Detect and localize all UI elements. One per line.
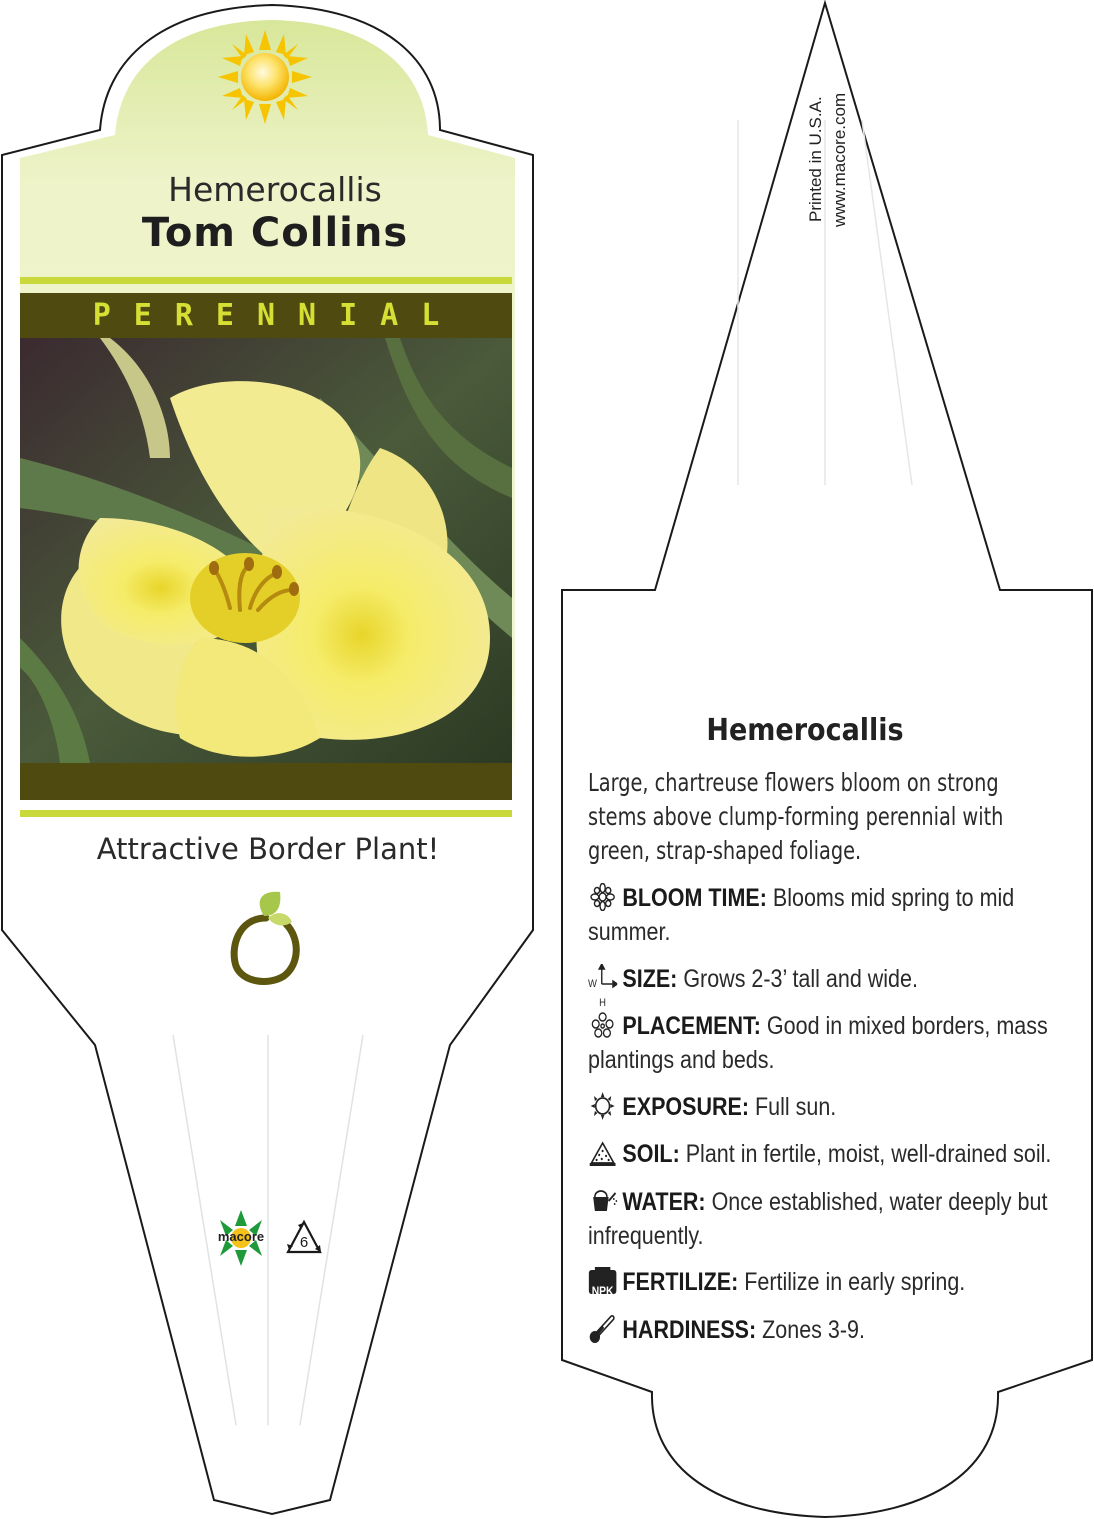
placement-label: PLACEMENT: xyxy=(622,1012,761,1040)
photo-bottom-band xyxy=(20,763,512,800)
care-item-bloom-time xyxy=(588,881,1059,949)
printed-in-text: Printed in U.S.A. xyxy=(806,96,825,222)
placement-text: Good in mixed borders, mass plantings and beds. xyxy=(588,1012,1048,1074)
soil-text: Plant in fertile, moist, well-drained soil. xyxy=(679,1140,1052,1168)
exposure-label: EXPOSURE: xyxy=(622,1093,750,1121)
fertilize-text: Fertilize in early spring. xyxy=(738,1268,966,1296)
website-text: www.macore.com xyxy=(830,92,849,227)
care-item-water xyxy=(588,1185,1059,1253)
back-heading: Hemerocallis xyxy=(706,713,904,748)
seedling-logo-icon xyxy=(228,888,304,986)
fertilize-label: FERTILIZE: xyxy=(622,1268,739,1296)
soil-icon xyxy=(588,1139,617,1167)
bloom-time-text: Blooms mid spring to mid summer. xyxy=(588,884,1015,946)
macore-logo-icon xyxy=(206,1208,276,1268)
flower-photo xyxy=(20,338,512,763)
care-item-placement xyxy=(588,1009,1059,1077)
sun-outline-icon xyxy=(588,1092,617,1120)
hardiness-label: HARDINESS: xyxy=(622,1316,757,1344)
placement-icon xyxy=(588,1011,617,1039)
size-label: SIZE: xyxy=(622,965,678,993)
water-text: Once established, water deeply but infrequently. xyxy=(588,1188,1048,1250)
exposure-text: Full sun. xyxy=(749,1093,837,1121)
tagline: Attractive Border Plant! xyxy=(96,832,440,866)
genus-title: Hemerocallis xyxy=(168,170,382,209)
flower-icon xyxy=(588,883,617,911)
cultivar-title: Tom Collins xyxy=(141,210,409,256)
soil-label: SOIL: xyxy=(622,1140,680,1168)
care-item-hardiness xyxy=(588,1313,1059,1347)
bloom-time-label: BLOOM TIME: xyxy=(622,884,767,912)
water-label: WATER: xyxy=(622,1188,706,1216)
npk-icon: NPK xyxy=(588,1267,617,1295)
thermometer-icon xyxy=(588,1315,617,1343)
hardiness-text: Zones 3-9. xyxy=(756,1316,865,1344)
sun-icon xyxy=(216,28,314,126)
care-item-soil xyxy=(588,1137,1059,1171)
macore-brand-text: macore xyxy=(217,1229,265,1244)
care-item-size xyxy=(588,962,1059,1009)
care-item-exposure xyxy=(588,1090,1059,1124)
size-icon: W H xyxy=(588,964,617,992)
recycle-code: 6 xyxy=(299,1234,309,1251)
recycle-icon xyxy=(284,1218,324,1258)
watering-can-icon xyxy=(588,1187,617,1215)
size-text: Grows 2-3’ tall and wide. xyxy=(677,965,918,993)
care-item-fertilize xyxy=(588,1265,1059,1299)
category-banner: PERENNIAL xyxy=(20,293,512,338)
plant-description: Large, chartreuse flowers bloom on strong stems above clump-forming perennial with green, strap-shaped foliage. xyxy=(588,768,1004,865)
